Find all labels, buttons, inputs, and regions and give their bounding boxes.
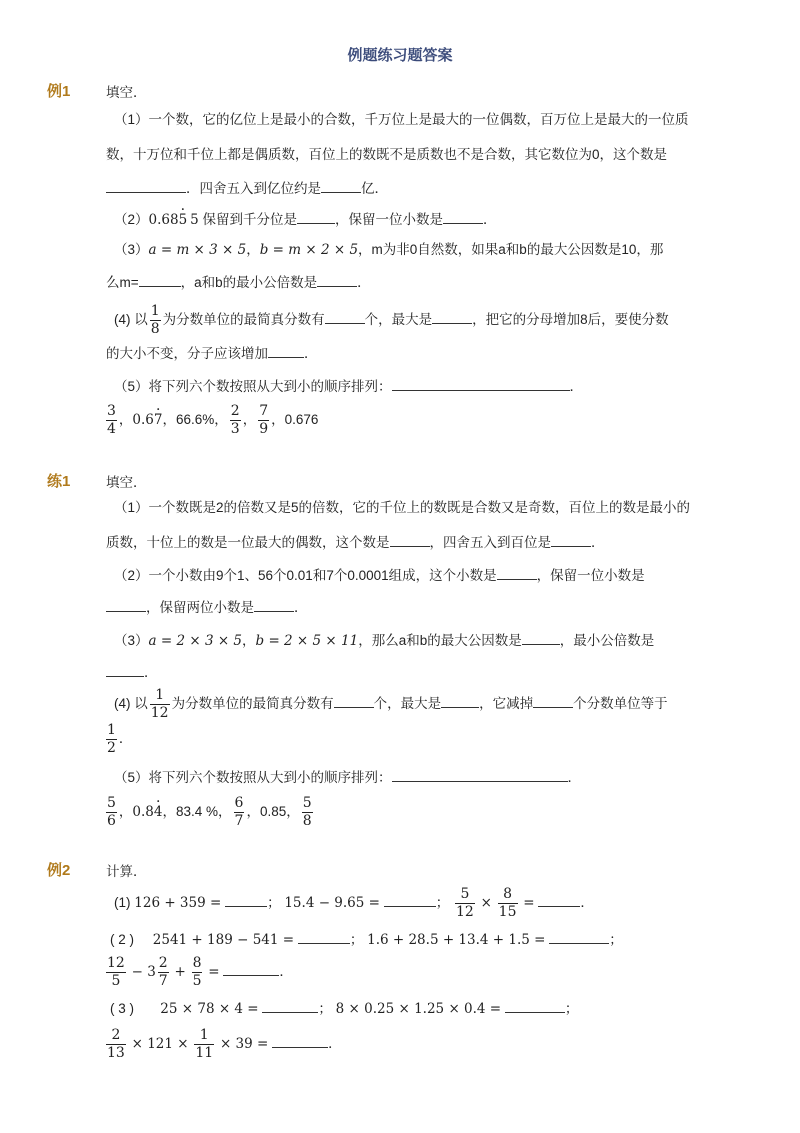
ex1-q4-line1: (4) 以 $\frac{1}{8}$ 为分数单位的最简真分数有 个，最大是 ，把它的分母增加8后，要使分数 [114, 302, 669, 337]
answer-blank [106, 178, 186, 193]
answer-blank [384, 892, 436, 907]
example-2-heading: 计算． [106, 864, 147, 879]
fraction: $\frac{2}{13}$ [107, 1026, 125, 1061]
ex1-q1-line1: （1）一个数，它的亿位上是最小的合数，千万位上是最大的一位偶数，百万位上是最大的一位质 [114, 112, 689, 127]
answer-blank [392, 767, 568, 782]
pr1-q3-line2: ． [106, 662, 716, 683]
pr1-q3-line1: （3）a = 2 × 3 × 5，b = 2 × 5 × 11，那么a和b的最大公因数是 ，最小公倍数是 [114, 630, 716, 651]
fraction: $\frac{2}{3}$ [230, 402, 240, 437]
answer-blank [223, 961, 279, 976]
pr1-number-list: $\frac{5}{6}$ ，0.8· 4，83.4 %， $\frac{6}{7}$ ，0.85， $\frac{5}{8}$ [104, 790, 716, 834]
fraction: $\frac{5}{8}$ [302, 794, 312, 829]
fraction: $\frac{12}{5}$ [107, 954, 125, 989]
ex1-q1-line2: 数，十万位和千位上都是偶质数，百位上的数既不是质数也不是合数，其它数位为0，这个数是 [106, 147, 668, 162]
fraction: $\frac{1}{2}$ [107, 721, 116, 756]
example-1-tag: 例1 [47, 83, 71, 100]
answer-blank [106, 597, 146, 612]
ex1-q1-line3: ．四舍五入到亿位约是 亿． [106, 178, 716, 199]
fraction: $\frac{7}{9}$ [259, 402, 269, 437]
pr1-q4-line1: (4) 以 $\frac{1}{12}$ 为分数单位的最简真分数有 个，最大是 ，它减掉 个分数单位等于 [114, 686, 668, 721]
ex2-q2-line2: $\frac{12}{5}$ − 3 $\frac{2}{7}$ + $\frac{8}{5}$ = ． [107, 954, 293, 989]
answer-blank [262, 998, 318, 1013]
ex1-q4-line2: 的大小不变，分子应该增加 ． [106, 343, 716, 364]
answer-blank [334, 693, 374, 708]
answer-blank [325, 309, 365, 324]
answer-blank [522, 630, 560, 645]
pr1-q2-line2: ，保留两位小数是 ． [106, 597, 716, 618]
ex2-q2-line1: ( 2 ) 2541 + 189 − 541 = ； 1.6 + 28.5 + 13.4 + 1.5 = ； [110, 929, 716, 950]
ex1-q3-line1: （3）a = m × 3 × 5，b = m × 2 × 5，m为非0自然数，如果a和b的最大公因数是10，那 [114, 242, 664, 258]
ex2-q3-line1: ( 3 ) 25 × 78 × 4 = ； 8 × 0.25 × 1.25 × 0.4 = ； [110, 998, 716, 1019]
answer-blank [441, 693, 479, 708]
answer-blank [505, 998, 565, 1013]
fraction: $\frac{1}{11}$ [195, 1026, 214, 1061]
answer-blank [538, 892, 580, 907]
ex1-q2: （2）0.68· 5 5 保留到千分位是 ，保留一位小数是 ． [114, 209, 716, 230]
pr1-q2-line1: （2）一个小数由9个1、56个0.01和7个0.0001组成，这个小数是 ，保留一位小数是 [114, 565, 716, 586]
example-1-heading: 填空． [106, 85, 147, 100]
pr1-q5: （5）将下列六个数按照从大到小的顺序排列： ． [114, 767, 716, 788]
answer-blank [551, 532, 591, 547]
answer-blank [268, 343, 304, 358]
fraction: $\frac{1}{8}$ [150, 302, 160, 337]
ex1-q5: （5）将下列六个数按照从大到小的顺序排列： ． [114, 376, 716, 397]
answer-blank [254, 597, 294, 612]
fraction: $\frac{3}{4}$ [107, 402, 116, 437]
ex2-q1: (1) 126 + 359 = ； 15.4 − 9.65 = ； $\frac{5}{12}$ × $\frac{8}{15}$ = ． [114, 885, 594, 920]
answer-blank [317, 272, 357, 287]
fraction: $\frac{1}{12}$ [150, 686, 169, 721]
fraction: $\frac{8}{15}$ [498, 885, 517, 920]
answer-blank [297, 209, 335, 224]
fraction: $\frac{8}{5}$ [192, 954, 202, 989]
ex1-q3-line2: 么m= ，a和b的最小公倍数是 ． [106, 272, 716, 293]
practice-1-heading: 填空． [106, 475, 147, 490]
fraction: $\frac{2}{7}$ [158, 954, 168, 989]
answer-blank [106, 662, 144, 677]
answer-blank [497, 565, 537, 580]
ex1-number-list: $\frac{3}{4}$ ，0.6· 7，66.6%， $\frac{2}{3}$ ， $\frac{7}{9}$ ，0.676 [104, 398, 716, 442]
answer-blank [443, 209, 483, 224]
answer-blank [272, 1033, 328, 1048]
fraction: $\frac{5}{12}$ [456, 885, 474, 920]
example-2-tag: 例2 [47, 862, 71, 879]
answer-blank [298, 929, 350, 944]
page-title: 例题练习题答案 [347, 47, 453, 64]
answer-blank [432, 309, 472, 324]
pr1-q1-line1: （1）一个数既是2的倍数又是5的倍数，它的千位上的数既是合数又是奇数，百位上的数是最小的 [114, 500, 691, 515]
answer-blank [321, 178, 361, 193]
answer-blank [549, 929, 609, 944]
answer-blank [225, 892, 267, 907]
pr1-q4-line2: $\frac{1}{2}$ ． [107, 721, 133, 756]
ex2-q3-line2: $\frac{2}{13}$ × 121 × $\frac{1}{11}$ × 39 = ． [107, 1026, 342, 1061]
fraction: $\frac{6}{7}$ [234, 794, 244, 829]
answer-blank [392, 376, 570, 391]
fraction: $\frac{5}{6}$ [107, 794, 116, 829]
answer-blank [533, 693, 573, 708]
answer-blank [139, 272, 181, 287]
answer-blank [390, 532, 430, 547]
pr1-q1-line2: 质数，十位上的数是一位最大的偶数，这个数是 ，四舍五入到百位是 ． [106, 532, 716, 553]
practice-1-tag: 练1 [47, 473, 71, 490]
